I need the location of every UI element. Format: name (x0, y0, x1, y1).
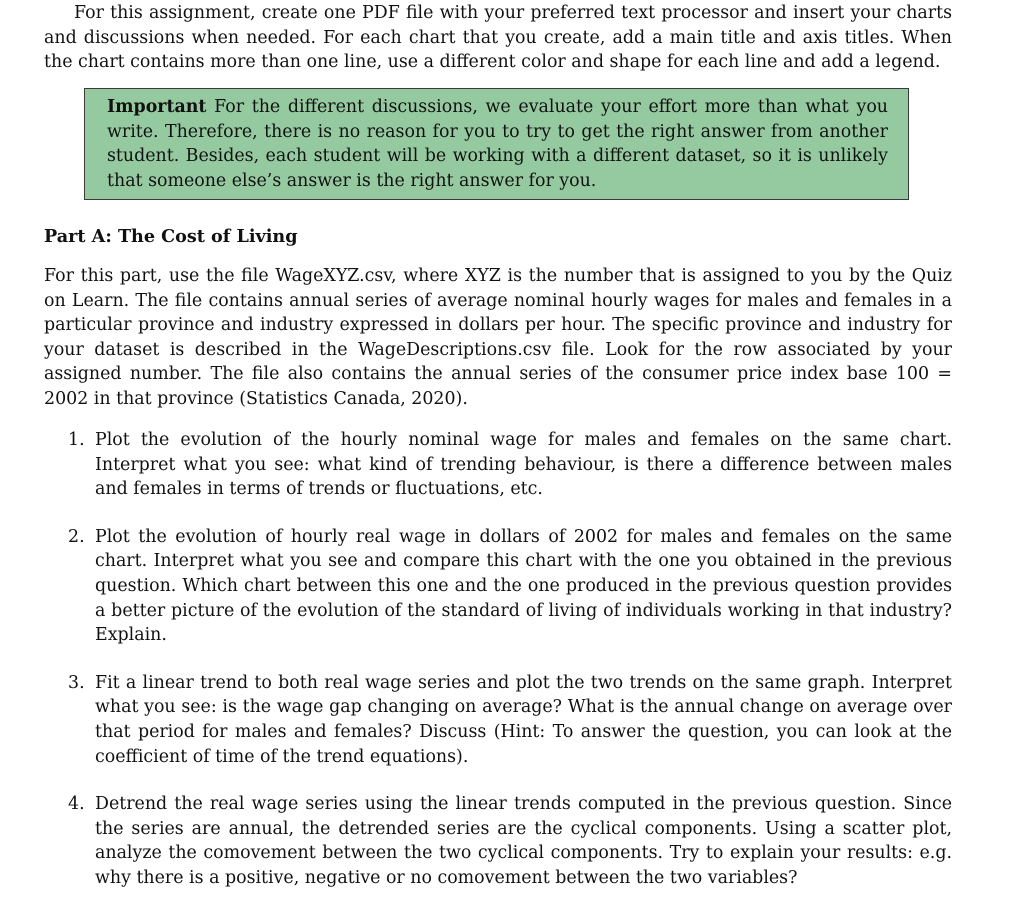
question-item (68, 671, 952, 769)
question-list (68, 428, 952, 914)
question-number: 4. (68, 794, 85, 815)
intro-paragraph: For this assignment, create one PDF file with your preferred text processor and insert your charts and discussions when needed. For each chart that you create, add a main title and axis titles. When the chart contains more than one line, use a different color and shape for each line and add a legend. (44, 3, 952, 73)
part-a-paragraph: For this part, use the file WageXYZ.csv, where XYZ is the number that is assigned to you by the Quiz on Learn. The file contains annual series of average nominal hourly wages for males and females in a particular province and industry expressed in dollars per hour. The specific province and industry for your dataset is described in the WageDescriptions.csv file. Look for the row associated by your assigned number. The file also contains the annual series of the consumer price index base 100 = 2002 in that province (Statistics Canada, 2020). (44, 266, 952, 409)
question-number: 3. (68, 672, 85, 693)
important-paragraph (107, 95, 888, 193)
question-text: Fit a linear trend to both real wage series and plot the two trends on the same graph. Interpret what you see: is the wage gap changing on average? What is the annual change on average over that period for males and females? Discuss (Hint: To answer the question, you can look at the coefficient of time of the trend equations). (95, 672, 952, 767)
question-text: Plot the evolution of hourly real wage in dollars of 2002 for males and females on the same chart. Interpret what you see and compare this chart with the one you obtained in the previous question. Which chart between this one and the one produced in the previous question provides a better picture of the evolution of the standard of living of individuals working in that industry? Explain. (95, 526, 952, 646)
question-number: 1. (68, 430, 85, 450)
important-callout (84, 88, 909, 200)
assignment-page (44, 0, 952, 888)
important-lead: Important (107, 97, 207, 117)
section-heading: Part A: The Cost of Living (44, 226, 298, 247)
question-item (68, 792, 952, 890)
important-text: For the different discussions, we evaluate your effort more than what you write. Therefore, there is no reason for you to try to get the right answer from another student. Besides, each student will be working with a different dataset, so it is unlikely that someone else’s answer is the right answer for you. (107, 97, 888, 191)
question-number: 2. (68, 526, 85, 547)
question-item (68, 428, 952, 502)
question-text: Plot the evolution of the hourly nominal wage for males and females on the same chart. Interpret what you see: what kind of trending behaviour, is there a difference between males and females in terms of trends or fluctuations, etc. (95, 430, 952, 500)
question-text: Detrend the real wage series using the linear trends computed in the previous question. Since the series are annual, the detrended series are the cyclical components. Using a scatter plot, analyze the comovement between the two cyclical components. Try to explain your results: e.g. why there is a positive, negative or no comovement between the two variables? (95, 794, 952, 888)
question-item (68, 525, 952, 648)
